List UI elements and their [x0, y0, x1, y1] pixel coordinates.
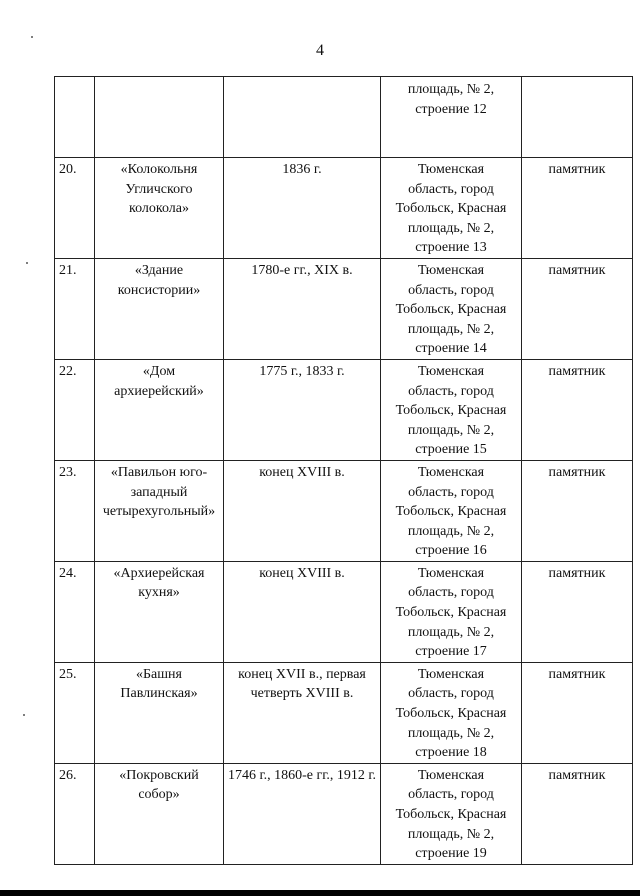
- cell-category: памятник: [522, 359, 633, 460]
- address-line: Тюменская: [417, 565, 485, 581]
- address-line: площадь, № 2,: [407, 523, 495, 539]
- cell-name: «Здание консистории»: [95, 258, 224, 359]
- scan-speck: [23, 714, 25, 716]
- cell-address: [381, 460, 522, 561]
- table-row: [55, 359, 633, 460]
- cell-name: «Колокольня Угличского колокола»: [95, 158, 224, 259]
- address-line: строение 14: [415, 341, 487, 357]
- table-row: [55, 460, 633, 561]
- address-line: Тобольск, Красная: [395, 807, 507, 822]
- monuments-table: [54, 76, 633, 865]
- address-line: область, город: [408, 686, 494, 702]
- cell-name: «Павильон юго-западный четырехугольный»: [95, 460, 224, 561]
- table-row: [55, 158, 633, 259]
- cell-name: «Архиерейская кухня»: [95, 561, 224, 662]
- cell-name: [95, 77, 224, 158]
- address-line: площадь, № 2,: [407, 220, 495, 236]
- table-row: [55, 561, 633, 662]
- cell-date: конец XVIII в.: [224, 561, 381, 662]
- cell-num: 23.: [55, 460, 95, 561]
- cell-num: [55, 77, 95, 158]
- address-line: строение 13: [415, 240, 487, 256]
- cell-address: [381, 763, 522, 864]
- address-line: строение 15: [415, 442, 487, 458]
- cell-address: [381, 158, 522, 259]
- address-line: область, город: [408, 787, 494, 803]
- cell-name: «Дом архиерейский»: [95, 359, 224, 460]
- cell-category: памятник: [522, 763, 633, 864]
- cell-address: [381, 258, 522, 359]
- cell-date: 1836 г.: [224, 158, 381, 259]
- cell-date: конец XVIII в.: [224, 460, 381, 561]
- address-line: площадь, № 2,: [407, 422, 495, 438]
- cell-category: памятник: [522, 158, 633, 259]
- address-line: площадь, № 2,: [407, 826, 495, 842]
- address-line: Тюменская: [417, 464, 485, 480]
- cell-address: [381, 77, 522, 158]
- cell-category: памятник: [522, 258, 633, 359]
- cell-num: 26.: [55, 763, 95, 864]
- cell-category: памятник: [522, 561, 633, 662]
- scan-bottom-edge: [0, 890, 640, 896]
- address-line: Тобольск, Красная: [395, 504, 507, 520]
- address-line: строение 19: [415, 846, 487, 862]
- address-line: строение 17: [415, 644, 487, 660]
- cell-name: «Башня Павлинская»: [95, 662, 224, 763]
- cell-num: 21.: [55, 258, 95, 359]
- cell-date: 1746 г., 1860-е гг., 1912 г.: [224, 763, 381, 864]
- address-line: область, город: [408, 585, 494, 601]
- cell-date: конец XVII в., первая четверть XVIII в.: [224, 662, 381, 763]
- cell-num: 24.: [55, 561, 95, 662]
- cell-category: памятник: [522, 662, 633, 763]
- address-line: площадь, № 2,: [407, 725, 495, 741]
- address-line: Тюменская: [417, 666, 485, 682]
- cell-num: 20.: [55, 158, 95, 259]
- address-line: строение 12: [415, 101, 487, 117]
- cell-name: «Покровский собор»: [95, 763, 224, 864]
- address-line: Тобольск, Красная: [395, 201, 507, 217]
- table-row-continuation: [55, 77, 633, 158]
- cell-date: 1780-е гг., XIX в.: [224, 258, 381, 359]
- address-line: площадь, № 2,: [407, 82, 495, 97]
- address-line: площадь, № 2,: [407, 624, 495, 640]
- address-line: Тобольск, Красная: [395, 302, 507, 318]
- scan-speck: [26, 262, 28, 264]
- address-line: Тобольск, Красная: [395, 605, 507, 621]
- address-line: Тюменская: [417, 767, 485, 783]
- address-line: площадь, № 2,: [407, 321, 495, 337]
- cell-address: [381, 359, 522, 460]
- address-line: Тюменская: [417, 262, 485, 278]
- address-line: область, город: [408, 282, 494, 298]
- cell-num: 22.: [55, 359, 95, 460]
- table-row: [55, 763, 633, 864]
- cell-category: [522, 77, 633, 158]
- address-line: Тобольск, Красная: [395, 403, 507, 419]
- page-number: 4: [316, 42, 324, 59]
- address-line: область, город: [408, 383, 494, 399]
- address-line: строение 18: [415, 745, 487, 761]
- cell-date: [224, 77, 381, 158]
- address-line: область, город: [408, 181, 494, 197]
- cell-address: [381, 662, 522, 763]
- address-line: строение 16: [415, 543, 487, 559]
- scan-speck: [31, 36, 33, 38]
- monuments-table-body: [55, 77, 633, 865]
- cell-address: [381, 561, 522, 662]
- address-line: Тюменская: [417, 162, 485, 177]
- address-line: Тобольск, Красная: [395, 706, 507, 722]
- cell-num: 25.: [55, 662, 95, 763]
- table-row: [55, 258, 633, 359]
- cell-date: 1775 г., 1833 г.: [224, 359, 381, 460]
- cell-category: памятник: [522, 460, 633, 561]
- table-row: [55, 662, 633, 763]
- address-line: Тюменская: [417, 363, 485, 379]
- address-line: область, город: [408, 484, 494, 500]
